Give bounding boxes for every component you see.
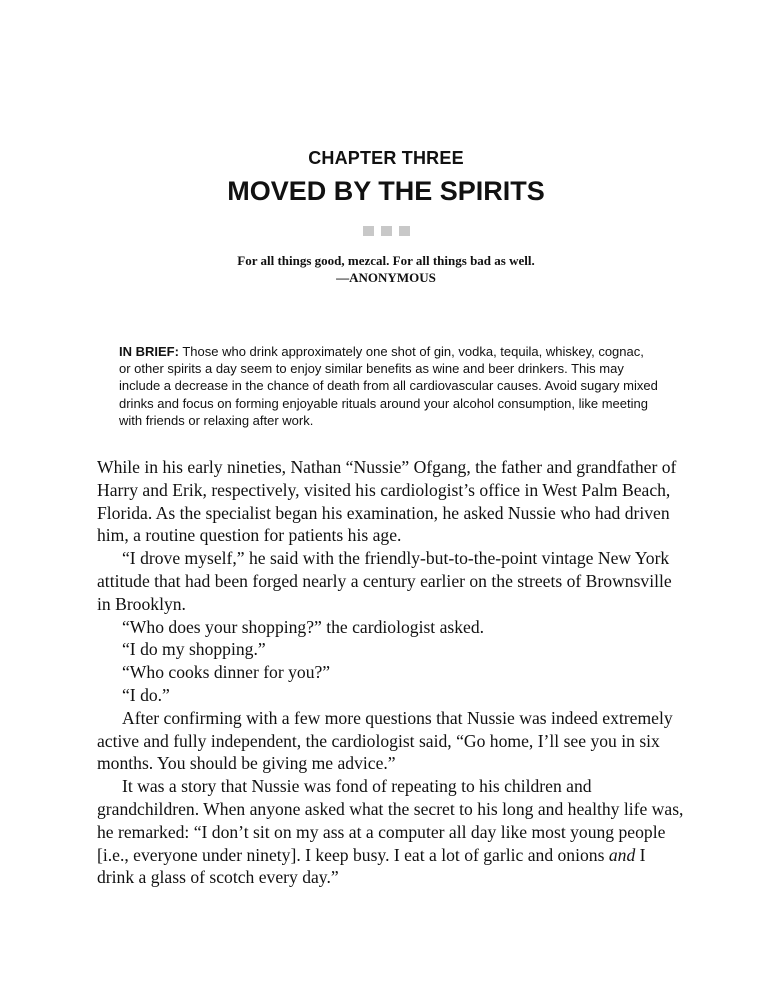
paragraph: “I do my shopping.” [122, 639, 266, 660]
paragraph: “I do.” [122, 684, 170, 705]
paragraph: “Who does your shopping?” the cardiologist asked. [122, 616, 485, 637]
section-ornament [0, 226, 772, 236]
ornament-square [399, 226, 410, 236]
paragraph: After confirming with a few more questions that Nussie was indeed extremely active and fully independent, the cardiologist said, “Go home, I’ll see you in six months. You should be giving me advice.” [97, 707, 673, 774]
paragraph: “I drove myself,” he said with the friendly-but-to-the-point vintage New York attitude that had been forged nearly a century earlier on the streets of Brownsville in Brooklyn. [97, 548, 672, 614]
epigraph-attribution: —ANONYMOUS [336, 270, 436, 285]
body-text [97, 456, 687, 889]
paragraph-text: I drink a glass of scotch every day.” [97, 844, 646, 888]
chapter-number: CHAPTER THREE [308, 148, 464, 168]
ornament-square [363, 226, 374, 236]
epigraph-quote: For all things good, mezcal. For all things bad as well. [237, 253, 535, 268]
chapter-title: MOVED BY THE SPIRITS [227, 176, 545, 206]
paragraph: While in his early nineties, Nathan “Nussie” Ofgang, the father and grandfather of Harry and Erik, respectively, visited his cardiologist’s office in West Palm Beach, Florida. As the specialist began his examination, he asked Nussie who had driven him, a routine question for patients his age. [97, 457, 677, 546]
emphasis-text: and [608, 844, 636, 865]
in-brief-label: IN BRIEF: [119, 344, 179, 359]
ornament-square [381, 226, 392, 236]
in-brief-text: Those who drink approximately one shot of gin, vodka, tequila, whiskey, cognac, or other spirits a day seem to enjoy similar benefits as wine and beer drinkers. This may include a decrease in the chance of death from all cardiovascular causes. Avoid sugary mixed drinks and focus on forming enjoyable rituals around your alcohol consumption, like meeting with friends or relaxing after work. [119, 344, 658, 428]
paragraph [97, 775, 687, 889]
in-brief-box [119, 343, 659, 429]
paragraph: “Who cooks dinner for you?” [122, 662, 331, 683]
paragraph-text: It was a story that Nussie was fond of repeating to his children and grandchildren. When anyone asked what the secret to his long and healthy life was, he remarked: “I don’t sit on my ass at a computer all day like most young people [i.e., everyone under ninety]. I keep busy. I eat a lot of garlic and onions [97, 776, 684, 865]
epigraph [0, 252, 772, 286]
